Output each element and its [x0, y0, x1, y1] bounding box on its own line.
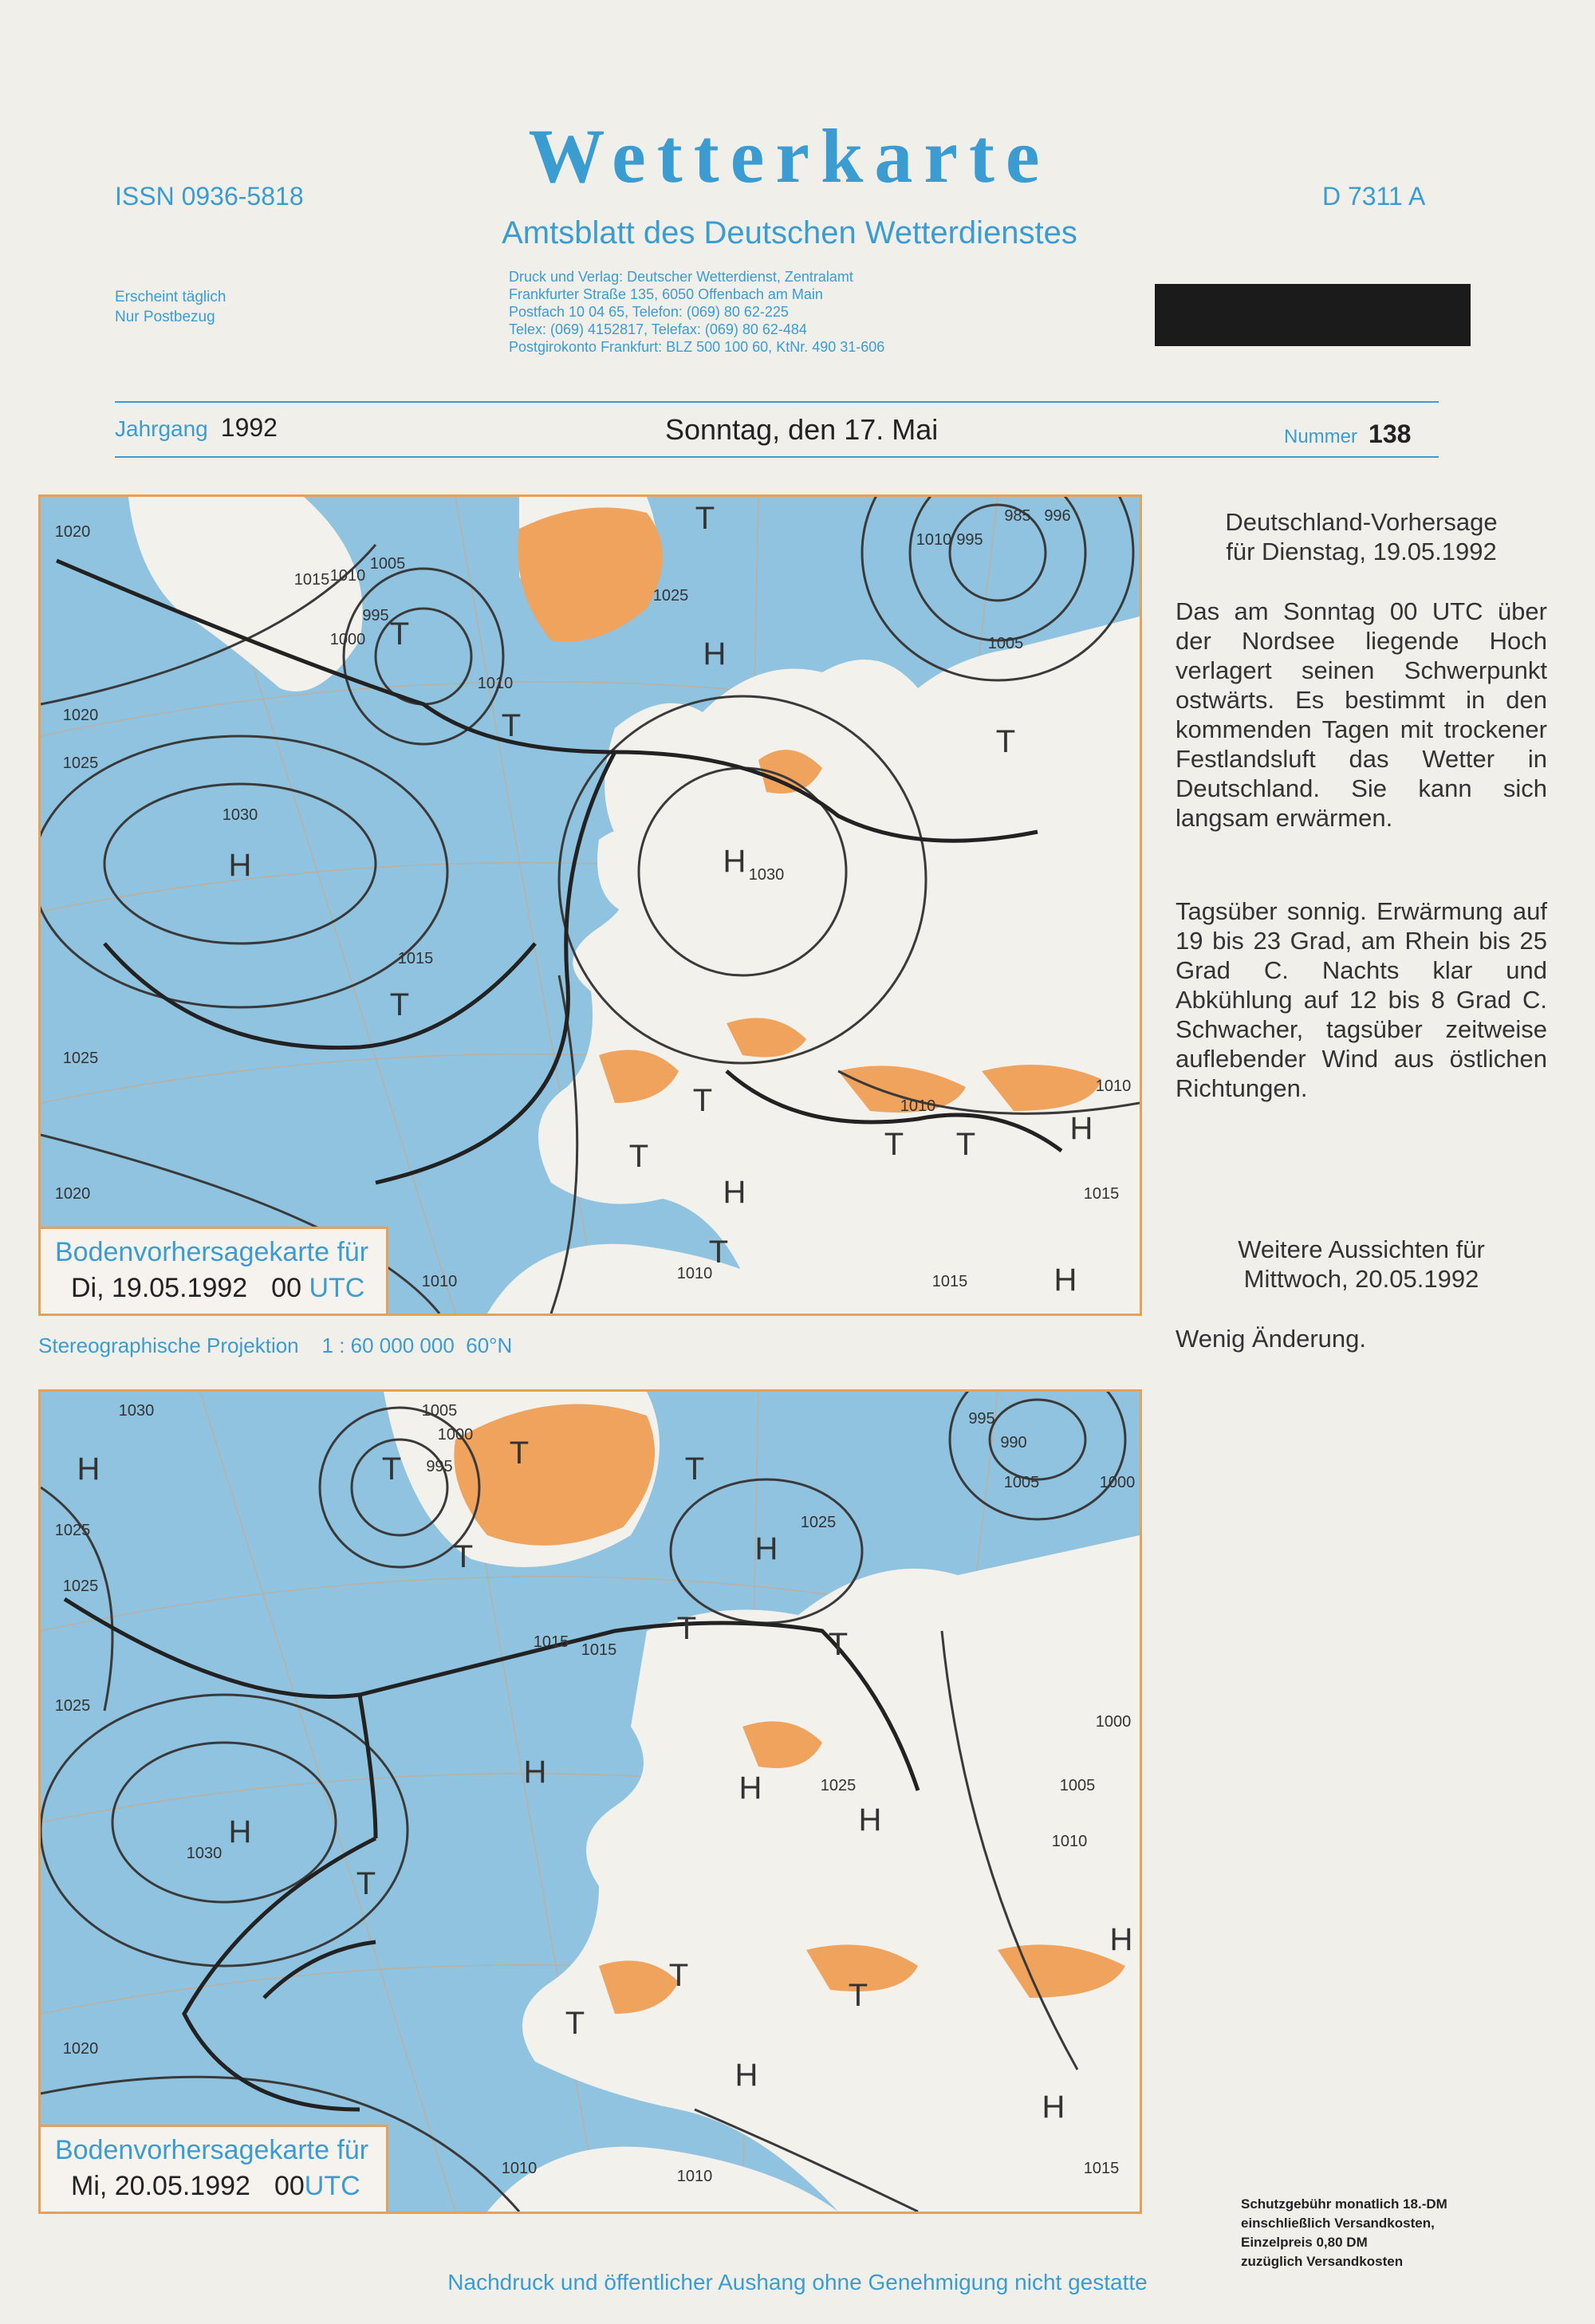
map1-isobar-label: 1025 — [62, 754, 99, 772]
map2-high: H — [858, 1802, 882, 1838]
issn-number: ISSN 0936-5818 — [115, 182, 304, 211]
map2-isobar-label: 1005 — [421, 1402, 458, 1420]
map2-isobar-label: 1015 — [1083, 2160, 1120, 2177]
price-line: einschließlich Versandkosten, — [1241, 2216, 1435, 2231]
frequency-note — [115, 287, 226, 327]
price-line: zuzüglich Versandkosten — [1241, 2254, 1404, 2269]
map1-isobar-label: 1000 — [329, 631, 366, 648]
map1-isobar-label: 996 — [1044, 507, 1071, 525]
map2-utc: UTC — [304, 2171, 360, 2201]
map1-low: T — [884, 1127, 904, 1162]
map2-high: H — [1109, 1922, 1133, 1957]
map2-high: H — [734, 2058, 758, 2093]
imprint-line: Postfach 10 04 65, Telefon: (069) 80 62-225 — [509, 304, 789, 320]
outlook-heading-line: Weitere Aussichten für — [1238, 1235, 1485, 1263]
map2-isobar-label: 990 — [1000, 1434, 1027, 1452]
map1-svg — [41, 497, 1140, 1314]
map1-date: Di, 19.05.1992 — [71, 1273, 248, 1303]
map2-isobar-label: 995 — [426, 1458, 453, 1475]
map1-low: T — [389, 987, 410, 1022]
map1-low: T — [692, 1083, 713, 1118]
map1-isobar-label: 995 — [362, 607, 389, 624]
map1-isobar-label: 1015 — [931, 1273, 968, 1290]
imprint-line: Postgirokonto Frankfurt: BLZ 500 100 60, KtNr. 490 31-606 — [509, 339, 885, 355]
map2-caption-title: Bodenvorhersagekarte für — [55, 2135, 369, 2165]
forecast-heading-line: für Dienstag, 19.05.1992 — [1226, 538, 1497, 565]
map2-low: T — [684, 1452, 705, 1487]
map2-low: T — [828, 1627, 849, 1662]
publication-title: Wetterkarte — [528, 113, 1051, 199]
map1-isobar-label: 1005 — [987, 635, 1024, 652]
map1-hour: 00 — [271, 1273, 301, 1303]
map1-isobar-label: 1025 — [62, 1050, 99, 1067]
forecast-paragraph: Das am Sonntag 00 UTC über der Nordsee liegende Hoch verlagert seinen Schwerpunkt ostwärts. Es bestimmt in den kommenden Tagen mit trockener Festlandsluft das Wetter in Deutschland. Sie kann sich langsam erwärmen. — [1176, 597, 1547, 832]
outlook-heading — [1176, 1235, 1547, 1294]
map2-low: T — [453, 1539, 474, 1574]
map1-low: T — [955, 1127, 976, 1162]
map2-caption-date — [55, 2171, 368, 2202]
map1-high: H — [1053, 1262, 1077, 1298]
relief-greenland — [454, 1404, 655, 1545]
map2-isobar-label: 1010 — [676, 2168, 713, 2185]
map1-isobar-label: 1010 — [916, 531, 952, 549]
map1-low: T — [501, 708, 522, 743]
map1-isobar-label: 1010 — [676, 1265, 713, 1282]
map2-high: H — [738, 1771, 762, 1806]
forecast-map-wednesday — [38, 1389, 1142, 2214]
map2-low: T — [848, 1978, 868, 2013]
map1-isobar-label: 1010 — [1095, 1077, 1132, 1095]
map1-isobar-label: 1010 — [900, 1097, 936, 1115]
map1-isobar-label: 1020 — [62, 707, 99, 724]
map2-isobar-label: 1030 — [118, 1402, 155, 1420]
map2-isobar-label: 1015 — [533, 1633, 569, 1651]
map1-isobar-label: 995 — [956, 531, 983, 549]
forecast-paragraph: Tagsüber sonnig. Erwärmung auf 19 bis 23 Grad, am Rhein bis 25 Grad C. Nachts klar und Abkühlung auf 12 bis 8 Grad C. Schwacher, tagsüber zeitweise auflebender Wind aus östlichen Richtungen. — [1176, 897, 1547, 1102]
forecast-text — [1176, 597, 1547, 833]
map2-isobar-label: 1015 — [581, 1641, 617, 1659]
map1-isobar-label: 1010 — [421, 1273, 458, 1290]
map2-high: H — [228, 1814, 252, 1849]
map2-isobar-label: 1005 — [1003, 1474, 1040, 1491]
imprint-line: Telex: (069) 4152817, Telefax: (069) 80 62-484 — [509, 321, 807, 337]
frequency-line: Erscheint täglich — [115, 289, 226, 305]
publication-subtitle: Amtsblatt des Deutschen Wetterdienstes — [502, 215, 1077, 250]
map2-svg — [41, 1392, 1140, 2212]
outlook-text: Wenig Änderung. — [1176, 1325, 1366, 1353]
map2-high: H — [523, 1755, 547, 1790]
map1-low: T — [708, 1235, 729, 1270]
map1-caption — [41, 1227, 388, 1314]
map2-isobar-label: 1025 — [54, 1697, 91, 1715]
forecast-map-tuesday — [38, 494, 1142, 1316]
jahrgang-label: Jahrgang — [115, 416, 208, 441]
map1-high: H — [1069, 1111, 1093, 1146]
imprint-line: Frankfurter Straße 135, 6050 Offenbach am Main — [509, 286, 823, 302]
map2-isobar-label: 1025 — [800, 1514, 837, 1531]
map1-high: H — [723, 844, 746, 879]
map2-isobar-label: 1005 — [1059, 1777, 1096, 1794]
forecast-heading — [1176, 507, 1547, 566]
map1-isobar-label: 1030 — [222, 806, 258, 824]
issue-number — [1284, 420, 1411, 449]
map2-isobar-label: 1000 — [437, 1426, 474, 1444]
map1-high: H — [723, 1175, 746, 1210]
map1-isobar-label: 1025 — [652, 587, 689, 605]
map1-high: H — [703, 636, 727, 672]
map2-low: T — [356, 1866, 376, 1901]
projection-note: Stereographische Projektion 1 : 60 000 000 60°N — [38, 1333, 513, 1357]
redacted-address-label — [1155, 284, 1471, 346]
map2-hour: 00 — [274, 2171, 305, 2201]
map1-caption-date — [55, 1273, 368, 1304]
map1-isobar-label: 1010 — [477, 675, 514, 692]
map1-low: T — [628, 1139, 649, 1174]
map2-isobar-label: 1025 — [62, 1578, 99, 1595]
map2-low: T — [509, 1436, 530, 1471]
header-rule-bottom — [115, 456, 1439, 458]
map2-isobar-label: 1000 — [1099, 1474, 1136, 1491]
nummer-value: 138 — [1369, 420, 1412, 448]
price-note — [1241, 2195, 1447, 2271]
map1-low: T — [995, 724, 1016, 759]
map2-isobar-label: 1000 — [1095, 1713, 1132, 1731]
map2-high: H — [754, 1531, 778, 1566]
map1-high: H — [228, 848, 252, 883]
map1-utc: UTC — [309, 1273, 365, 1303]
map2-isobar-label: 1020 — [62, 2040, 99, 2058]
outlook-heading-line: Mittwoch, 20.05.1992 — [1243, 1265, 1479, 1293]
postal-code: D 7311 A — [1322, 182, 1426, 211]
map1-isobar-label: 1015 — [1083, 1185, 1120, 1203]
issue-date: Sonntag, den 17. Mai — [665, 413, 939, 446]
frequency-line: Nur Postbezug — [115, 309, 215, 325]
map2-isobar-label: 1025 — [820, 1777, 857, 1794]
header-rule-top — [115, 401, 1439, 403]
map2-high: H — [1042, 2090, 1065, 2125]
map2-low: T — [381, 1452, 402, 1487]
map1-low: T — [389, 616, 410, 652]
price-line: Schutzgebühr monatlich 18.-DM — [1241, 2196, 1447, 2212]
imprint-block — [509, 268, 884, 356]
map1-isobar-label: 1020 — [54, 523, 91, 541]
reprint-notice: Nachdruck und öffentlicher Aushang ohne Genehmigung nicht gestatte — [447, 2270, 1148, 2294]
map1-isobar-label: 1020 — [54, 1185, 91, 1203]
map1-isobar-label: 1030 — [748, 866, 785, 884]
map1-caption-title: Bodenvorhersagekarte für — [55, 1237, 369, 1267]
map2-low: T — [565, 2006, 585, 2041]
map1-low: T — [695, 501, 715, 536]
map1-isobar-label: 1005 — [369, 555, 406, 573]
map2-high: H — [77, 1452, 100, 1487]
imprint-line: Druck und Verlag: Deutscher Wetterdienst, Zentralamt — [509, 269, 853, 285]
map2-low: T — [676, 1611, 697, 1646]
price-line: Einzelpreis 0,80 DM — [1241, 2235, 1368, 2250]
map1-isobar-label: 1015 — [397, 950, 434, 967]
map1-isobar-label: 985 — [1004, 507, 1031, 525]
map2-caption — [41, 2125, 388, 2212]
jahrgang-value: 1992 — [220, 413, 278, 442]
map2-low: T — [668, 1958, 689, 1993]
map1-isobar-label: 1010 — [329, 567, 366, 585]
map1-isobar-label: 1015 — [293, 571, 330, 589]
jahrgang — [115, 413, 278, 443]
nummer-label: Nummer — [1284, 426, 1358, 447]
forecast-heading-line: Deutschland-Vorhersage — [1225, 508, 1498, 536]
map2-isobar-label: 1010 — [501, 2160, 538, 2177]
map2-isobar-label: 995 — [968, 1410, 995, 1428]
forecast-detail — [1176, 896, 1547, 1103]
map2-isobar-label: 1010 — [1051, 1833, 1088, 1850]
map2-date: Mi, 20.05.1992 — [71, 2171, 250, 2201]
map2-isobar-label: 1025 — [54, 1522, 91, 1539]
map2-isobar-label: 1030 — [186, 1845, 223, 1862]
